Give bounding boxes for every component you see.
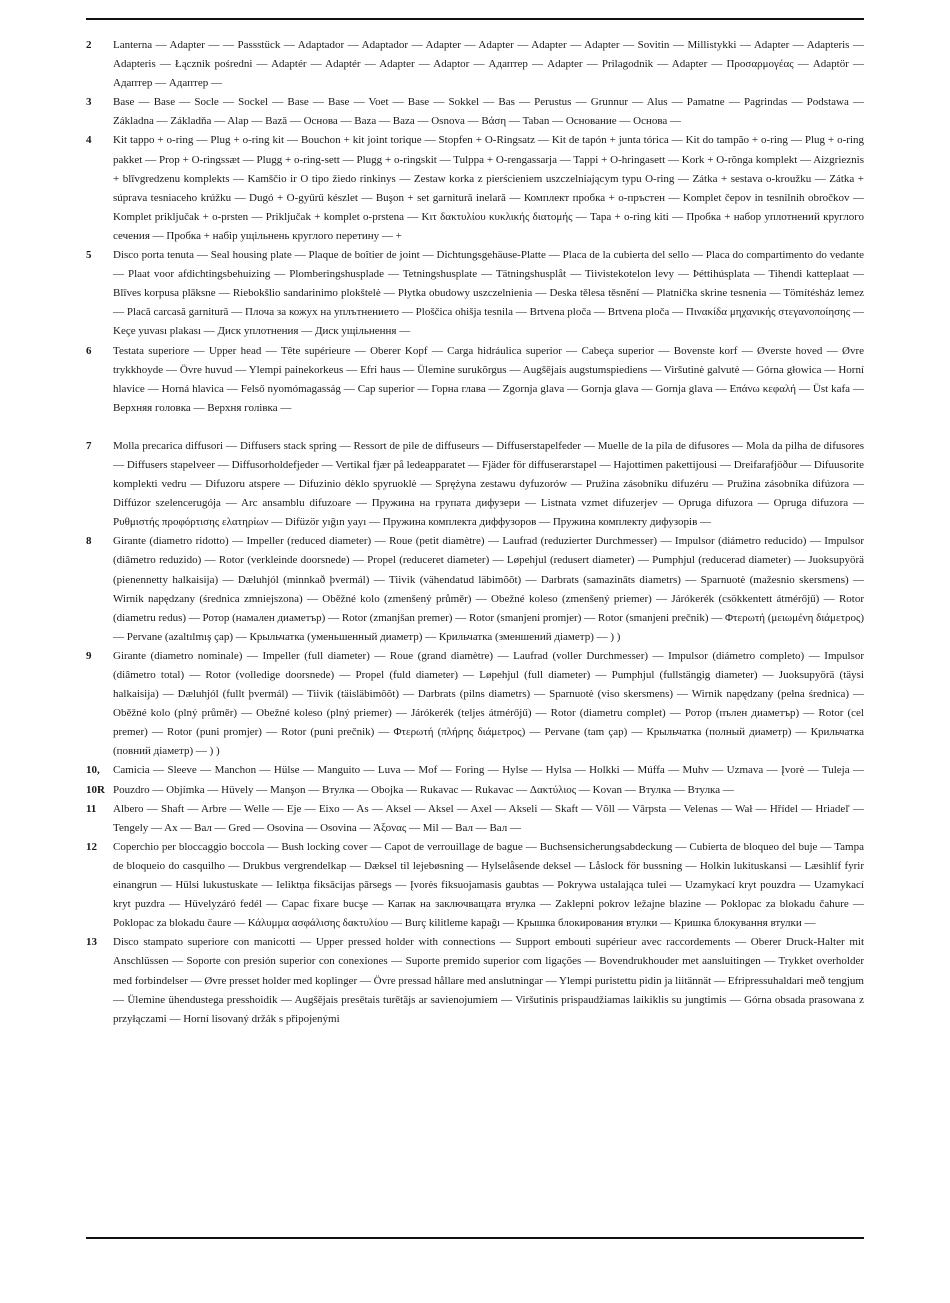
glossary-entry-2: [86, 36, 864, 93]
entry-number: 4: [86, 134, 92, 147]
glossary-entry-5: [86, 246, 864, 341]
entry-number: 3: [86, 96, 92, 109]
glossary-entry-10: [86, 761, 864, 799]
entry-number: 6: [86, 344, 92, 357]
entry-translations: Lanterna — Adapter — — Passstück — Adaptador — Adaptador — Adapter — Adapter — Adapter — Adapter — Sovitin — Millistykki — Adapter — Adapteris — Adapteris — Łącznik pośredni — Adaptér — Adaptér — Adapter — Adaptor — Адаптер — Adapter — Prilagodnik — Adapter — Προσαρμογέας — Adaptör — Адаптер — Адаптер —: [113, 39, 864, 90]
entry-translations: Disco porta tenuta — Seal housing plate — Plaque de boîtier de joint — Dichtungsgehäuse-Platte — Placa de la cubierta del sello — Placa do compartimento do vedante — Plaat voor afdichtingsbehuizing — Plomberingshusplade — Tetningshusplate — Tätningshusplåt — Tiivistekotelon levy — Þéttihúsplata — Tihendi katteplaat — Blīves korpusa plāksne — Riebokšlio sandarinimo plokštelė — Płytka obudowy uszczelnienia — Deska tělesa těsnění — Platnička skrine tesnenia — Tömítésház lemez — Placă carcasă garnitură — Плоча за кожух на уплътнението — Ploščica ohišja tesnila — Brtvena ploča — Brtvena ploča — Πινακίδα μηχανικής στεγανοποίησης — Keçe yuvası plakası — Диск уплотнения — Диск ущільнення —: [113, 249, 864, 338]
entry-translations: Coperchio per bloccaggio boccola — Bush locking cover — Capot de verrouillage de bague — Buchsensicherungsabdeckung — Cubierta de bloqueo del buje — Tampa de bloqueio do casquilho — Drukbus vergrendelkap — Dæksel til lejebøsning — Hylselåsende deksel — Låslock för bussning — Holkin lukituskansi — Læsihlíf fyrir einangrun — Hülsi lukustuskate — Ieliktņa fiksācijas pārsegs — Įvorės fiksuojamasis gaubtas — Pokrywa ustalająca tulei — Uzamykací kryt pouzdra — Uzamykací kryt puzdra — Hüvelyzáró fedél — Capac fixare bucşe — Капак на заключващата втулка — Zaklepni pokrov ležajne blazine — Poklopac za blokadu čahure — Poklopac za blokadu čaure — Κάλυμμα ασφάλισης δακτυλίου — Burç kilitleme kapağı — Крышка блокирования втулки — Кришка блокування втулки —: [113, 840, 864, 930]
glossary-entry-6: [86, 342, 864, 418]
entry-number: 9: [86, 649, 92, 662]
entry-number: 13: [86, 936, 97, 949]
entry-translations: Girante (diametro ridotto) — Impeller (reduced diameter) — Roue (petit diamètre) — Laufrad (reduzierter Durchmesser) — Impulsor (diámetro reducido) — Impulsor (diâmetro reduzido) — Rotor (verkleinde doorsnede) — Propel (reduceret diameter) — Løpehjul (redusert diameter) — Pumphjul (reducerad diameter) — Juoksupyörä (pienennetty halkaisija) — Dæluhjól (minnkað þvermál) — Tiivik (vähendatud läbimõõt) — Darbrats (samazināts diametrs) — Sparnuotė (mažesnio skersmens) — Wirnik napędzany (średnica zmniejszona) — Oběžné kolo (zmenšený průměr) — Obežné koleso (zmenšený priemer) — Járókerék (csökkentett átmérőjű) — Rotor (diametru redus) — Ротор (намален диаметър) — Rotor (zmanjšan premer) — Rotor (smanjeni promjer) — Rotor (smanjeni prečnik) — Φτερωτή (μειωμένη διάμετρος) — Pervane (azaltılmış çap) — Крыльчатка (уменьшенный диаметр) — Крильчатка (зменшений діаметр) — ) ): [113, 535, 864, 643]
entry-translations: Disco stampato superiore con manicotti — Upper pressed holder with connections — Support embouti supérieur avec raccordements — Oberer Druck-Halter mit Anschlüssen — Soporte con presión superior con conexiones — Suporte premido superior com ligações — Bovendrukhouder met aansluitingen — Trykket overholder med forbindelser — Øvre presset holder med koplinger — Övre pressad hållare med anslutningar — Ylempi puristettu pidin ja liitännät — Efripressuhaldari með tengjum — Ülemine ühendustega presshoidik — Augšējais presētais turētājs ar savienojumiem — Viršutinis prispaudžiamas laikiklis su jungtimis — Górna obsada prasowana z przyłączami — Horní lisovaný držák s připojenými: [113, 936, 864, 1025]
entry-number: 12: [86, 840, 97, 853]
glossary-entry-12: [86, 838, 864, 933]
entry-translations: Molla precarica diffusori — Diffusers stack spring — Ressort de pile de diffuseurs — Diffuserstapelfeder — Muelle de la pila de difusores — Mola da pilha de difusores — Diffusers stapelveer — Diffusorholdefjeder — Vertikal fjær på ledeapparatet — Fjäder för diffuserarstapel — Hajottimen pakettijousi — Dreifarafjöður — Difuusorite komplekti vedru — Difuzoru atspere — Difuzinio dėklo spyruoklė — Sprężyna zestawu dyfuzorów — Pružina zásobníku difuzéru — Pružina zásobníka difúzora — Diffúzor szelencerugója — Arc ansamblu difuzoare — Пружина на групата дифузери — Listnata vzmet difuzerjev — Opruga difuzora — Opruga difuzora — Ρυθμιστής προφόρτισης ελατηρίων — Difüzör yığın yayı — Пружина комплекта диффузоров — Пружина комплекту дифузорів —: [113, 439, 864, 529]
glossary-entry-3: [86, 93, 864, 131]
entry-number: 5: [86, 249, 92, 262]
glossary-entry-13: [86, 933, 864, 1028]
entry-number: 8: [86, 535, 92, 548]
glossary-entry-11: [86, 800, 864, 838]
entry-number: 10, 10R: [86, 764, 105, 796]
top-rule: [86, 18, 864, 20]
entry-translations: Kit tappo + o-ring — Plug + o-ring kit — Bouchon + kit joint torique — Stopfen + O-Ringsatz — Kit de tapón + junta tórica — Kit do tampão + o-ring — Plug + o-ring pakket — Prop + O-ringssæt — Plugg + o-ring-sett — Plugg + o-ringskit — Tulppa + O-rengassarja — Tappi + O-hringasett — Kork + O-rõnga komplekt — Aizgrieznis + blīvgredzenu komplekts — Kamščio ir O tipo žiedo rinkinys — Zestaw korka z pierścieniem uszczelniającym typu O-ring — Zátka + sestava o-kroužku — Zátka + súprava tesniaceho krúžku — Dugó + O-gyűrű készlet — Buşon + set garnitură inelară — Комплект пробка + о-пръстен — Komplet čepov in tesnilnih obročkov — Komplet priključak + o-prsten — Priključak + komplet o-prstena — Κιτ δακτυλίου κυκλικής διατομής — Tapa + o-ring kiti — Пробка + набор уплотнений круглого сечения — Пробка + набір ущільнень круглого перетину — +: [113, 134, 864, 242]
glossary-entry-7: [86, 437, 864, 532]
entry-translations: Camicia — Sleeve — Manchon — Hülse — Manguito — Luva — Mof — Foring — Hylse — Hylsa — Holkki — Múffa — Muhv — Uzmava — Įvorė — Tuleja — Pouzdro — Objímka — Hüvely — Manşon — Втулка — Obojka — Rukavac — Rukavac — Δακτύλιος — Kovan — Втулка — Втулка —: [113, 764, 864, 796]
entry-number: 2: [86, 39, 92, 51]
entry-number: 7: [86, 439, 92, 452]
glossary-entry-8: [86, 532, 864, 647]
entry-translations: Testata superiore — Upper head — Tête supérieure — Oberer Kopf — Carga hidráulica superior — Cabeça superior — Bovenste korf — Øverste hoved — Øvre trykkhoyde — Övre huvud — Ylempi painekorkeus — Efri haus — Ülemine surukõrgus — Augšējais augstumspiediens — Viršutinė galvutė — Górna głowica — Horní hlavice — Horná hlavica — Felső nyomómagasság — Cap superior — Горна глава — Zgornja glava — Gornja glava — Gornja glava — Επάνω κεφαλή — Üst kafa — Верхняя головка — Верхня голівка —: [113, 344, 864, 414]
glossary-entry-4: [86, 131, 864, 246]
entry-number: 11: [86, 802, 97, 815]
glossary-entry-9: [86, 647, 864, 762]
glossary-list: [86, 36, 864, 1029]
entry-translations: Girante (diametro nominale) — Impeller (full diameter) — Roue (grand diamètre) — Laufrad (voller Durchmesser) — Impulsor (diámetro completo) — Impulsor (diâmetro total) — Rotor (volledige doorsnede) — Propel (fuld diameter) — Løpehjul (full diameter) — Pumphjul (fullstängig diameter) — Juoksupyörä (täysi halkaisija) — Dæluhjól (fullt þvermál) — Tiivik (täisläbimõõt) — Darbrats (pilns diametrs) — Sparnuotė (viso skersmens) — Wirnik napędzany (pełna średnica) — Oběžné kolo (plný průměr) — Obežné koleso (plný priemer) — Járókerék (teljes átmérőjű) — Rotor (diametru complet) — Ротор (пълен диаметър) — Rotor (cel premer) — Rotor (puni promjer) — Rotor (puni prečnik) — Φτερωτή (πλήρης διάμετρος) — Pervane (tam çap) — Крыльчатка (полный диаметр) — Крильчатка (повний діаметр) — ) ): [113, 649, 864, 758]
entry-translations: Base — Base — Socle — Sockel — Base — Base — Voet — Base — Sokkel — Bas — Perustus — Grunnur — Alus — Pamatne — Pagrindas — Podstawa — Základna — Základňa — Alap — Bază — Основа — Baza — Baza — Osnova — Βάση — Taban — Основание — Основа —: [113, 96, 864, 128]
bottom-rule: [86, 1237, 864, 1239]
entry-translations: Albero — Shaft — Arbre — Welle — Eje — Eixo — As — Aksel — Aksel — Axel — Akseli — Skaft — Võll — Vārpsta — Velenas — Wał — Hřídel — Hriadeľ — Tengely — Ax — Вал — Gred — Osovina — Osovina — Άξονας — Mil — Вал — Вал —: [113, 802, 864, 834]
